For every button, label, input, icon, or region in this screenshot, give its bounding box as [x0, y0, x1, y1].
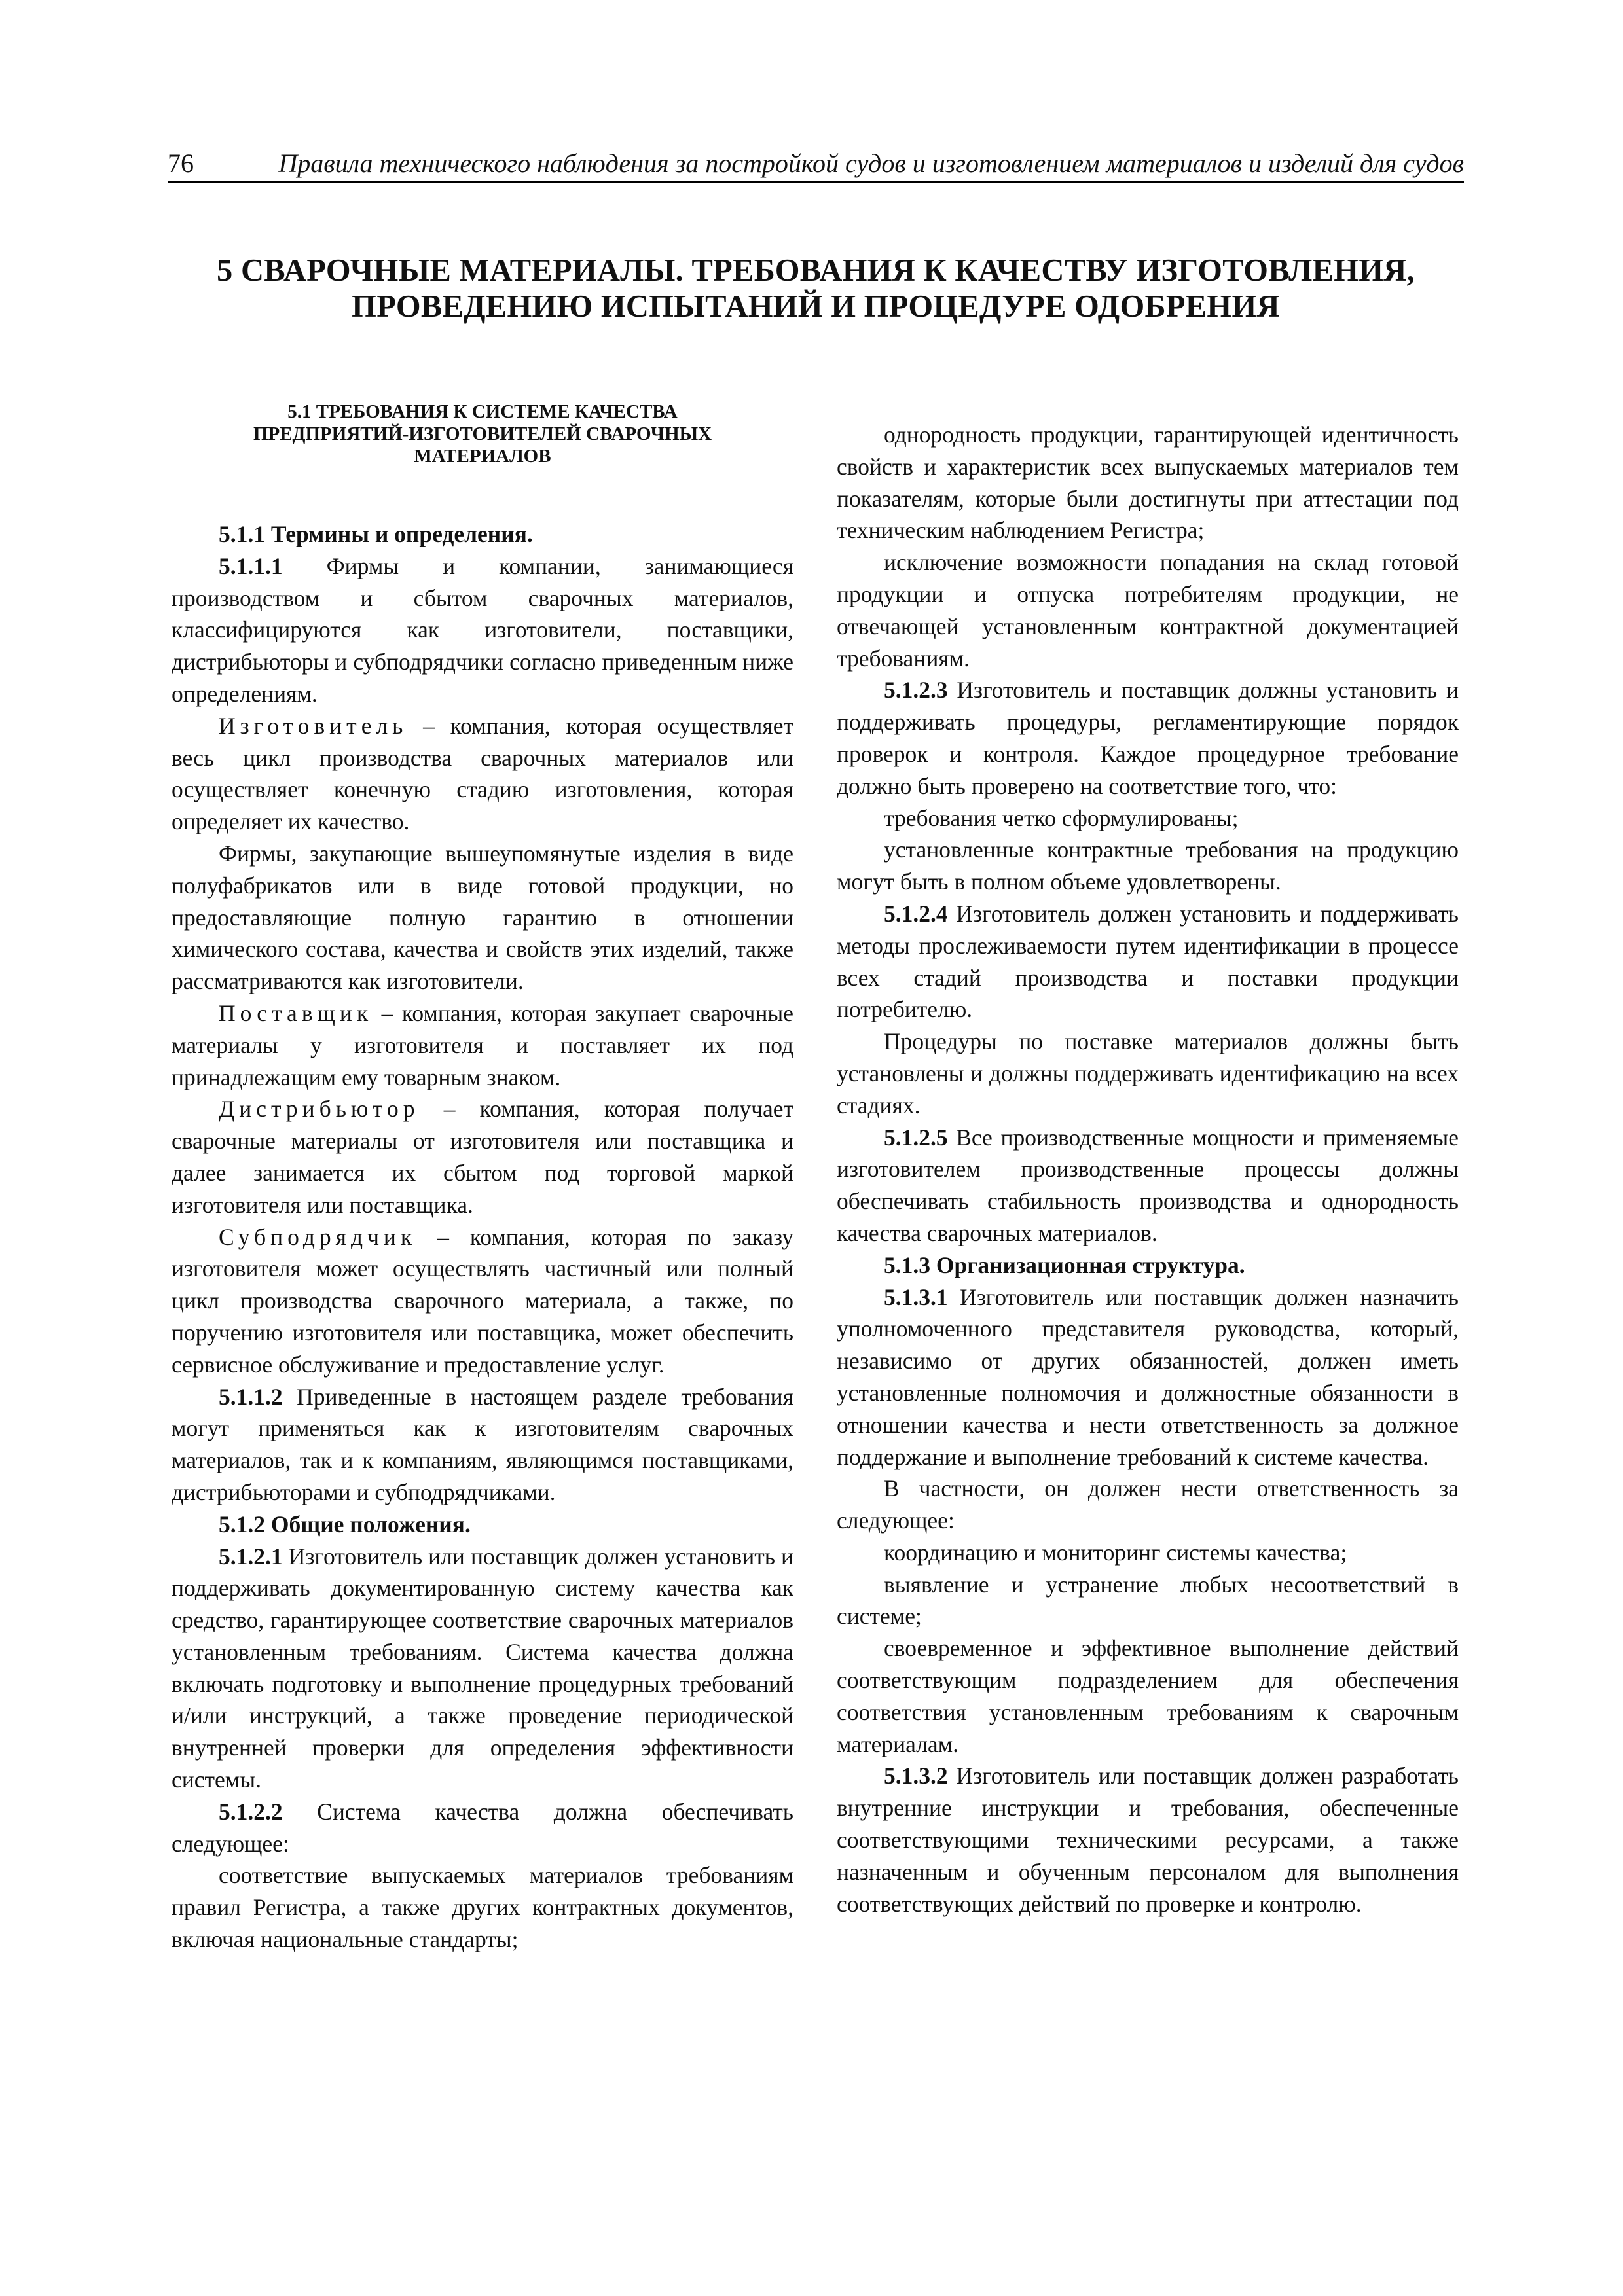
definition-distributor: Дистрибьютор – компания, которая получает сварочные материалы от изготовителя или поставщика и далее занимается их сбытом под торговой маркой изготовителя или поставщика. — [172, 1096, 793, 1218]
subsection-heading-5-1-1: 5.1.1 Термины и определения. — [219, 521, 533, 547]
section-title-line-2: ПРЕДПРИЯТИЙ-ИЗГОТОВИТЕЛЕЙ СВАРОЧНЫХ — [253, 423, 712, 444]
paragraph-5-1-2-4: 5.1.2.4 Изготовитель должен установить и поддерживать методы прослеживаемости путем идентификации в процессе всех стадий производства и поставки продукции потребителю. — [837, 900, 1459, 1023]
term-subcontractor: Субподрядчик — [219, 1223, 417, 1250]
paragraph-5-1-2-1: 5.1.2.1 Изготовитель или поставщик должен установить и поддерживать документированную систему качества как средство, гарантирующее соответствие сварочных материалов установленным требованиям. Система качества должна включать подготовку и выполнение процедурных требований и/или инструкций, а также проведение периодической внутренней проверки для определения эффективности системы. — [172, 1543, 793, 1793]
paragraph-exclusion: исключение возможности попадания на склад готовой продукции и отпуска потребителям продукции, не отвечающей установленным контрактной документацией требованиям. — [837, 549, 1459, 672]
term-supplier: Поставщик — [219, 999, 373, 1026]
header-rule — [168, 181, 1464, 183]
paragraph-5-1-2-2: 5.1.2.2 Система качества должна обеспечивать следующее: — [172, 1798, 793, 1857]
subsection-heading-5-1-2: 5.1.2 Общие положения. — [219, 1511, 471, 1537]
section-title-line-3: МАТЕРИАЛОВ — [414, 446, 551, 467]
paragraph-delivery-procedures: Процедуры по поставке материалов должны быть установлены и должны поддерживать идентификацию на всех стадиях. — [837, 1028, 1459, 1119]
left-column — [172, 401, 793, 1956]
paragraph-contract-requirements: установленные контрактные требования на продукцию могут быть в полном объеме удовлетворены. — [837, 836, 1459, 895]
definition-manufacturer: Изготовитель – компания, которая осуществляет весь цикл производства сварочных материалов или осуществляет конечную стадию изготовления, которая определяет их качество. — [172, 712, 793, 835]
running-title: Правила технического наблюдения за постройкой судов и изготовлением материалов и изделий для судов — [278, 149, 1464, 178]
paragraph-5-1-1-2: 5.1.1.2 Приведенные в настоящем разделе требования могут применяться как к изготовителям сварочных материалов, так и к компаниям, являющимся поставщиками, дистрибьюторами и субподрядчиками. — [172, 1383, 793, 1505]
paragraph-5-1-3-2: 5.1.3.2 Изготовитель или поставщик должен разработать внутренние инструкции и требования, обеспеченные соответствующими техническими ресурсами, а также назначенным и обученным персоналом для выполнения соответствующих действий по проверке и контролю. — [837, 1763, 1459, 1917]
paragraph-conformity: соответствие выпускаемых материалов требованиям правил Регистра, а также других контрактных документов, включая национальные стандарты; — [172, 1862, 793, 1953]
paragraph-5-1-2-3: 5.1.2.3 Изготовитель и поставщик должны установить и поддерживать процедуры, регламентирующие порядок проверок и контроля. Каждое процедурное требование должно быть проверено на соответствие того, что: — [837, 677, 1459, 799]
term-manufacturer: Изготовитель — [219, 712, 408, 739]
chapter-title-line-2: ПРОВЕДЕНИЮ ИСПЫТАНИЙ И ПРОЦЕДУРЕ ОДОБРЕНИЯ — [352, 289, 1280, 324]
paragraph-firms: Фирмы, закупающие вышеупомянутые изделия в виде полуфабрикатов или в виде готовой продукции, но предоставляющие полную гарантию в отношении химического состава, качества и свойств этих изделий, также рассматриваются как изготовители. — [172, 840, 793, 995]
paragraph-uniformity: однородность продукции, гарантирующей идентичность свойств и характеристик всех выпускаемых материалов тем показателям, которые были достигнуты при аттестации под техническим наблюдением Регистра; — [837, 422, 1459, 544]
chapter-title — [168, 253, 1464, 325]
right-column — [837, 419, 1459, 1920]
paragraph-requirements-clear: требования четко сформулированы; — [884, 804, 1239, 831]
paragraph-timely-execution: своевременное и эффективное выполнение действий соответствующим подразделением для обеспечения соответствия установленным требованиям к сварочным материалам. — [837, 1635, 1459, 1757]
paragraph-detection: выявление и устранение любых несоответствий в системе; — [837, 1571, 1459, 1630]
subsection-heading-5-1-3: 5.1.3 Организационная структура. — [884, 1251, 1245, 1278]
paragraph-5-1-3-1: 5.1.3.1 Изготовитель или поставщик должен назначить уполномоченного представителя руководства, который, независимо от других обязанностей, должен иметь установленные полномочия и должностные обязанности в отношении качества и нести ответственность за должное поддержание и выполнение требований к системе качества. — [837, 1283, 1459, 1470]
page-number: 76 — [168, 149, 194, 178]
paragraph-5-1-2-5: 5.1.2.5 Все производственные мощности и применяемые изготовителем производственные процессы должны обеспечивать стабильность производства и однородность качества сварочных материалов. — [837, 1124, 1459, 1246]
chapter-title-line-1: 5 СВАРОЧНЫЕ МАТЕРИАЛЫ. ТРЕБОВАНИЯ К КАЧЕСТВУ ИЗГОТОВЛЕНИЯ, — [216, 253, 1415, 288]
definition-subcontractor: Субподрядчик – компания, которая по заказу изготовителя может осуществлять частичный или полный цикл производства сварочного материала, а также, по поручению изготовителя или поставщика, может обеспечить сервисное обслуживание и предоставление услуг. — [172, 1223, 793, 1378]
section-title-line-1: 5.1 ТРЕБОВАНИЯ К СИСТЕМЕ КАЧЕСТВА — [287, 401, 678, 422]
paragraph-in-particular: В частности, он должен нести ответственность за следующее: — [837, 1475, 1459, 1534]
paragraph-coordination: координацию и мониторинг системы качества; — [884, 1539, 1347, 1566]
term-distributor: Дистрибьютор — [219, 1096, 420, 1122]
page-header — [168, 149, 1464, 178]
definition-supplier: Поставщик – компания, которая закупает сварочные материалы у изготовителя и поставляет их под принадлежащим ему товарным знаком. — [172, 999, 793, 1090]
section-title — [172, 401, 793, 467]
paragraph-5-1-1-1: 5.1.1.1 Фирмы и компании, занимающиеся производством и сбытом сварочных материалов, классифицируются как изготовители, поставщики, дистрибьюторы и субподрядчики согласно приведенным ниже определениям. — [172, 552, 793, 707]
